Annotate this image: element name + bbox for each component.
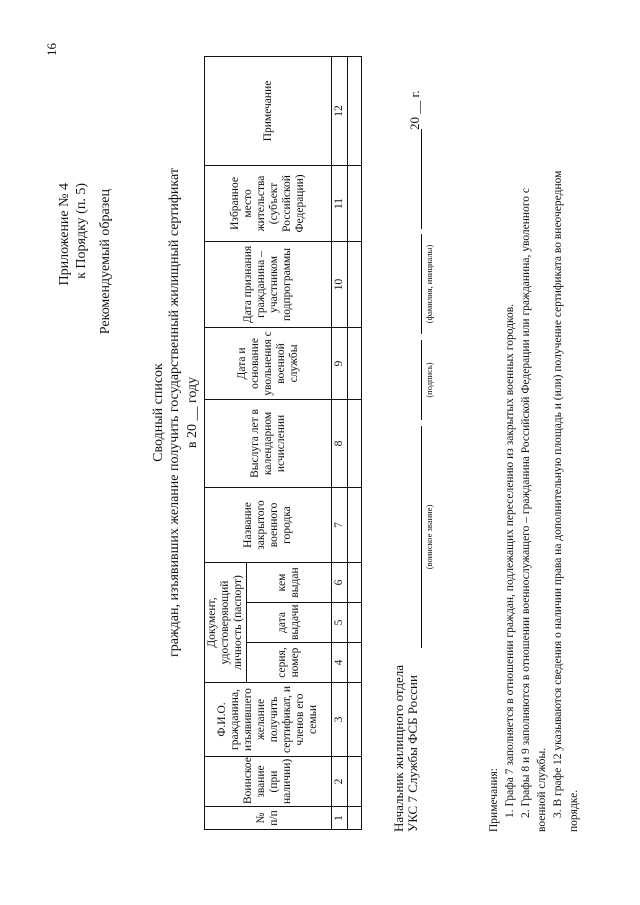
page-number: 16 <box>44 43 59 56</box>
header-col-6: кем выдан <box>247 562 332 602</box>
note-3-continued: порядке. <box>568 789 580 832</box>
header-col-8: Выслуга лет в календарном исчислении <box>205 399 332 487</box>
note-1: 1. Графа 7 заполняется в отношении граждан, подлежащих переселению из закрытых военных городков. <box>504 303 516 818</box>
caption-name: (фамилия, инициалы) <box>424 244 434 324</box>
column-number: 8 <box>332 399 348 487</box>
appendix-reference <box>56 183 90 286</box>
document-title: Сводный список <box>151 363 166 462</box>
column-number: 1 <box>332 807 348 830</box>
column-number: 7 <box>332 487 348 562</box>
header-col-4: серия, номер <box>247 643 332 683</box>
signature-line <box>421 340 422 420</box>
column-number: 9 <box>332 327 348 399</box>
caption-rank: (воинское звание) <box>424 504 434 570</box>
summary-table <box>204 56 362 830</box>
document-subtitle: граждан, изъявивших желание получить государственный жилищный сертификат <box>167 168 182 657</box>
header-col-7: Название закрытого военного городка <box>205 487 332 562</box>
column-number: 3 <box>332 683 348 757</box>
column-number: 5 <box>332 603 348 643</box>
name-signature-line <box>421 234 422 334</box>
column-number: 4 <box>332 643 348 683</box>
header-col-11: Избранное место жительства (субъект Российской Федерации) <box>205 165 332 241</box>
column-number: 2 <box>332 757 348 807</box>
header-col-12: Примечание <box>205 56 332 165</box>
signature-date: 20 __ г. <box>407 90 422 130</box>
header-col-10: Дата признания гражданина – участником подпрограммы <box>205 241 332 327</box>
appendix-line-1: Приложение № 4 <box>57 183 72 286</box>
date-line <box>421 129 422 229</box>
notes-block <box>486 32 582 832</box>
caption-signature: (подпись) <box>424 362 434 398</box>
column-number: 11 <box>332 165 348 241</box>
header-col-3: Ф.И.О. гражданина, изъявившего желание получить сертификат, и членов его семьи <box>205 683 332 757</box>
column-number: 12 <box>332 56 348 165</box>
column-number: 10 <box>332 241 348 327</box>
header-col-9: Дата и основание увольнения с военной службы <box>205 327 332 399</box>
note-3: 3. В графе 12 указываются сведения о наличии права на дополнительную площадь и (или) получение сертификата во внеочередном <box>552 170 564 818</box>
signature-title-line-1: Начальник жилищного отдела <box>391 664 406 832</box>
sample-label: Рекомендуемый образец <box>98 189 113 335</box>
header-document-group: Документ, удостоверяющий личность (паспорт) <box>205 562 247 682</box>
signature-title-line-2: УКС 7 Службы ФСБ России <box>405 675 420 832</box>
appendix-line-2: к Порядку (п. 5) <box>74 183 89 279</box>
header-col-1: № п/п <box>205 807 332 830</box>
notes-heading: Примечания: <box>488 768 500 832</box>
document-year-line: в 20 __ году <box>185 376 200 449</box>
note-2-continued: военной службы. <box>536 747 548 832</box>
column-number: 6 <box>332 562 348 602</box>
table-row <box>348 56 362 829</box>
rank-signature-line <box>421 426 422 648</box>
column-number-row <box>332 56 348 829</box>
note-2: 2. Графы 8 и 9 заполняются в отношении военнослужащего – гражданина Российской Федерации или гражданина, уволенного с <box>520 188 532 818</box>
header-col-5: дата выдачи <box>247 603 332 643</box>
header-col-2: Воинское звание (при наличии) <box>205 757 332 807</box>
